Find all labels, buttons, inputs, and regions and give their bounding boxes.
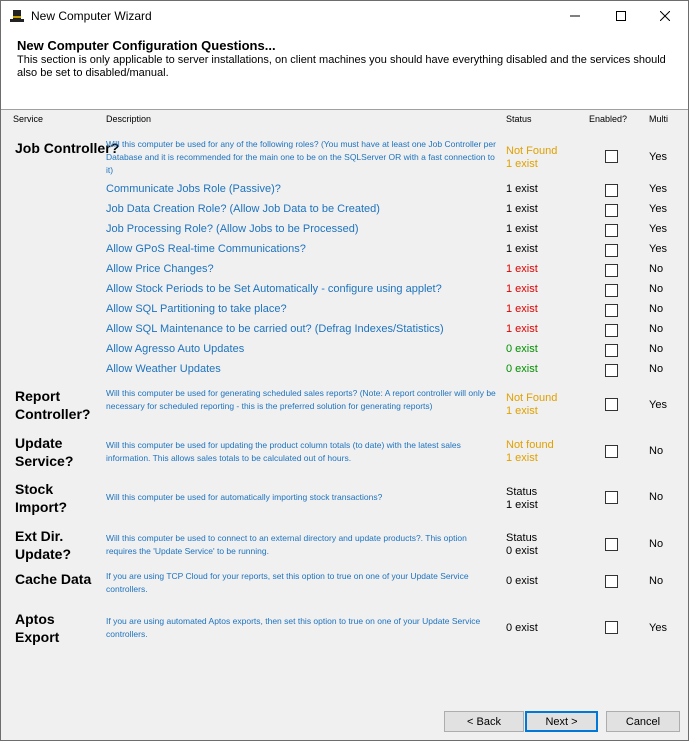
description-sql-partitioning: Allow SQL Partitioning to take place? (106, 303, 287, 315)
multi-cache-data: No (649, 575, 664, 587)
service-cache-data: Cache Data (15, 571, 92, 587)
description-price-changes: Allow Price Changes? (106, 263, 214, 275)
next-button[interactable]: Next > (525, 711, 598, 732)
status-gpos-realtime: 1 exist (506, 243, 538, 255)
status-job-controller: Not Found (506, 145, 558, 157)
enabled-checkbox-update-service[interactable] (605, 445, 618, 458)
enabled-checkbox-gpos-realtime[interactable] (605, 244, 618, 257)
status-update-service: Not found (506, 439, 554, 451)
multi-job-data-creation: Yes (649, 203, 667, 215)
service-job-controller: Job Controller? (15, 140, 120, 156)
status-job-processing: 1 exist (506, 223, 538, 235)
enabled-checkbox-ext-dir-update[interactable] (605, 538, 618, 551)
multi-gpos-realtime: Yes (649, 243, 667, 255)
title-bar (1, 1, 688, 32)
status-agresso-updates: 0 exist (506, 343, 538, 355)
multi-job-processing: Yes (649, 223, 667, 235)
header-service: Service (13, 114, 44, 124)
enabled-checkbox-weather-updates[interactable] (605, 364, 618, 377)
enabled-checkbox-stock-import[interactable] (605, 491, 618, 504)
enabled-checkbox-agresso-updates[interactable] (605, 344, 618, 357)
wizard-hat-icon (9, 9, 25, 25)
service-ext-dir-update: Ext Dir. Update? (15, 528, 71, 562)
maximize-icon (616, 8, 626, 26)
status-sql-maintenance: 1 exist (506, 323, 538, 335)
service-report-controller: Report Controller? (15, 388, 91, 422)
enabled-checkbox-job-data-creation[interactable] (605, 204, 618, 217)
enabled-checkbox-sql-partitioning[interactable] (605, 304, 618, 317)
multi-stock-periods: No (649, 283, 664, 295)
banner-description: This section is only applicable to server installations, on client machines you should have everything disabled and the services should also be set to disabled/manual. (17, 54, 666, 79)
enabled-checkbox-stock-periods[interactable] (605, 284, 618, 297)
status-price-changes: 1 exist (506, 263, 538, 275)
header-status: Status (506, 114, 532, 124)
status-update-service-count: 1 exist (506, 452, 538, 464)
status-job-controller-count: 1 exist (506, 158, 538, 170)
status-weather-updates: 0 exist (506, 363, 538, 375)
description-update-service: Will this computer be used for updating the product column totals (to date) with the latest sales information. This allows sales totals to be calculated out of hours. (106, 440, 461, 463)
status-ext-dir-update-count: 0 exist (506, 545, 538, 557)
service-stock-import: Stock Import? (15, 481, 68, 515)
description-stock-periods: Allow Stock Periods to be Set Automatically - configure using applet? (106, 283, 442, 295)
service-update-service: Update Service? (15, 435, 74, 469)
status-sql-partitioning: 1 exist (506, 303, 538, 315)
close-button[interactable] (642, 1, 688, 32)
description-aptos-export: If you are using automated Aptos exports, then set this option to true on one of your Update Service controllers. (106, 616, 481, 639)
description-job-processing: Job Processing Role? (Allow Jobs to be Processed) (106, 223, 359, 235)
header-banner (1, 32, 688, 109)
enabled-checkbox-job-controller[interactable] (605, 150, 618, 163)
enabled-checkbox-cache-data[interactable] (605, 575, 618, 588)
multi-sql-maintenance: No (649, 323, 664, 335)
description-agresso-updates: Allow Agresso Auto Updates (106, 343, 245, 355)
enabled-checkbox-sql-maintenance[interactable] (605, 324, 618, 337)
status-report-controller-count: 1 exist (506, 405, 538, 417)
multi-update-service: No (649, 445, 664, 457)
description-job-data-creation: Job Data Creation Role? (Allow Job Data to be Created) (106, 203, 380, 215)
multi-agresso-updates: No (649, 343, 664, 355)
status-job-data-creation: 1 exist (506, 203, 538, 215)
description-cache-data: If you are using TCP Cloud for your reports, set this option to true on one of your Update Service controllers. (106, 571, 469, 594)
minimize-icon (570, 8, 580, 26)
status-ext-dir-update: Status (506, 532, 538, 544)
back-button[interactable]: < Back (444, 711, 524, 732)
status-stock-import-count: 1 exist (506, 499, 538, 511)
header-enabled: Enabled? (589, 114, 628, 124)
maximize-button[interactable] (598, 1, 644, 32)
description-ext-dir-update: Will this computer be used to connect to an external directory and update products?. This option requires the 'Update Service' to be running. (106, 533, 467, 556)
enabled-checkbox-report-controller[interactable] (605, 398, 618, 411)
multi-sql-partitioning: No (649, 303, 664, 315)
enabled-checkbox-communicate-jobs[interactable] (605, 184, 618, 197)
header-description: Description (106, 114, 152, 124)
enabled-checkbox-job-processing[interactable] (605, 224, 618, 237)
description-communicate-jobs: Communicate Jobs Role (Passive)? (106, 183, 281, 195)
multi-price-changes: No (649, 263, 664, 275)
cancel-button[interactable]: Cancel (606, 711, 680, 732)
multi-aptos-export: Yes (649, 622, 667, 634)
description-sql-maintenance: Allow SQL Maintenance to be carried out? (Defrag Indexes/Statistics) (106, 323, 444, 335)
status-report-controller: Not Found (506, 392, 558, 404)
banner-divider (1, 109, 688, 110)
multi-communicate-jobs: Yes (649, 183, 667, 195)
multi-stock-import: No (649, 491, 664, 503)
description-weather-updates: Allow Weather Updates (106, 363, 221, 375)
status-stock-import: Status (506, 486, 538, 498)
status-communicate-jobs: 1 exist (506, 183, 538, 195)
multi-ext-dir-update: No (649, 538, 664, 550)
multi-report-controller: Yes (649, 399, 667, 411)
close-icon (660, 8, 670, 26)
description-report-controller: Will this computer be used for generating scheduled sales reports? (Note: A report controller will only be necessary for scheduled reporting - this is the preferred solution for generating reports) (106, 388, 496, 411)
status-stock-periods: 1 exist (506, 283, 538, 295)
enabled-checkbox-aptos-export[interactable] (605, 621, 618, 634)
status-cache-data: 0 exist (506, 575, 538, 587)
description-stock-import: Will this computer be used for automatically importing stock transactions? (106, 492, 383, 502)
enabled-checkbox-price-changes[interactable] (605, 264, 618, 277)
banner-title: New Computer Configuration Questions... (17, 38, 276, 53)
status-aptos-export: 0 exist (506, 622, 538, 634)
window-title: New Computer Wizard (31, 9, 152, 23)
description-job-controller: Will this computer be used for any of the following roles? (You must have at least one Job Controller per Database and it is recommended for the main one to be on the SQLServer OR with a fast connection to it) (106, 139, 496, 175)
minimize-button[interactable] (552, 1, 598, 32)
header-multi: Multi (649, 114, 669, 124)
service-aptos-export: Aptos Export (15, 611, 60, 645)
multi-weather-updates: No (649, 363, 664, 375)
description-gpos-realtime: Allow GPoS Real-time Communications? (106, 243, 306, 255)
multi-job-controller: Yes (649, 151, 667, 163)
